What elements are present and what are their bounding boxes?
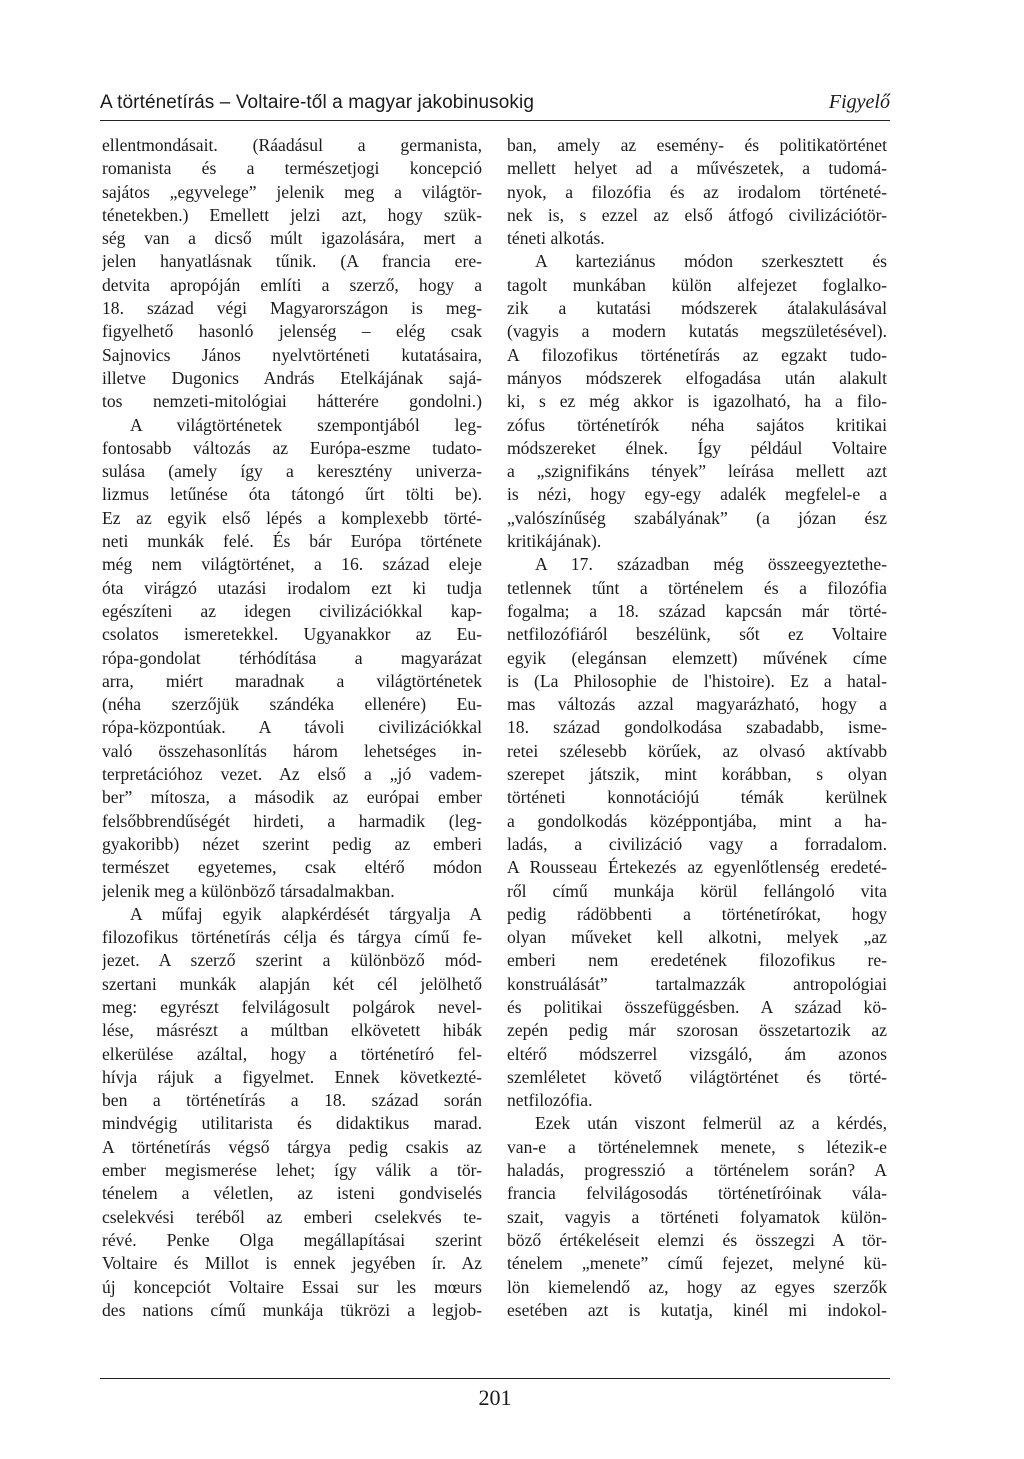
text-line: új koncepciót Voltaire Essai sur les mœurs	[102, 1276, 482, 1297]
text-line: tagolt munkában külön alfejezet foglalko-	[507, 274, 887, 295]
text-line: mindvégig utilitarista és didaktikus marad.	[102, 1113, 482, 1134]
text-line: A világtörténetek szempontjából leg-	[130, 414, 482, 435]
text-line: gyakoribb) nézet szerint pedig az emberi	[102, 833, 482, 854]
text-line: ber” mítosza, a második az európai ember	[102, 787, 482, 808]
text-line: ben a történetírás a 18. század során	[102, 1090, 482, 1111]
header-title: A történetírás – Voltaire-től a magyar jakobinusokig	[100, 92, 534, 113]
text-line: haladás, progresszió a történelem során? A	[507, 1160, 887, 1181]
text-line: olyan műveket kell alkotni, melyek „az	[507, 927, 887, 948]
text-line: A Rousseau Értekezés az egyenlőtlenség eredeté-	[507, 857, 887, 878]
text-line: ki, s ez még akkor is igazolható, ha a filo-	[507, 391, 887, 412]
text-line: mányos módszerek elfogadása után alakult	[507, 367, 887, 388]
text-line: illetve Dugonics András Etelkájának sajá-	[102, 367, 482, 388]
text-line: tos nemzeti-mitológiai hátterére gondolni.)	[102, 391, 482, 412]
text-line: lizmus letűnése óta tátongó űrt tölti be).	[102, 484, 482, 505]
text-line: Ez az egyik első lépés a komplexebb törté-	[102, 507, 482, 528]
text-line: A karteziánus módon szerkesztett és	[535, 251, 887, 272]
text-line: francia felvilágosodás történetíróinak vála-	[507, 1183, 887, 1204]
text-line: szait, vagyis a történeti folyamatok külön-	[507, 1206, 887, 1227]
text-line: arra, miért maradnak a világtörténetek	[102, 670, 482, 691]
text-line: rópa-központúak. A távoli civilizációkkal	[102, 717, 482, 738]
text-line: ről című munkája körül fellángoló vita	[507, 880, 887, 901]
header-section: Figyelő	[828, 91, 890, 113]
text-line: terpretációhoz vezet. Az első a „jó vadem-	[102, 764, 482, 785]
text-line: felsőbbrendűségét hirdeti, a harmadik (leg-	[102, 810, 482, 831]
text-line: mas változás azzal magyarázható, hogy a	[507, 694, 887, 715]
text-line: netfilozófiáról beszélünk, sőt ez Voltaire	[507, 624, 887, 645]
text-line: (néha szerzőjük szándéka ellenére) Eu-	[102, 694, 482, 715]
text-line: Voltaire és Millot is ennek jegyében ír. Az	[102, 1253, 482, 1274]
text-line: filozofikus történetírás célja és tárgya című fe-	[102, 927, 482, 948]
text-line: szertani munkák alapján két cél jelölhető	[102, 973, 482, 994]
text-line: 18. század végi Magyarországon is meg-	[102, 298, 482, 319]
text-line: ség van a dicső múlt igazolására, mert a	[102, 228, 482, 249]
text-line: ban, amely az esemény- és politikatörténet	[507, 135, 887, 155]
text-line: sulása (amely így a keresztény univerza-	[102, 461, 482, 482]
text-line: elkerülése azáltal, hogy a történetíró fel-	[102, 1043, 482, 1064]
text-line: lése, másrészt a múltban elkövetett hibák	[102, 1020, 482, 1041]
text-line: révé. Penke Olga megállapításai szerint	[102, 1229, 482, 1250]
text-line: jelen hanyatlásnak tűnik. (A francia ere-	[102, 251, 482, 272]
text-line: fontosabb változás az Európa-eszme tudato-	[102, 437, 482, 458]
text-line: a gondolkodás középpontjába, mint a ha-	[507, 810, 887, 831]
text-line: történeti konnotációjú témák kerülnek	[507, 787, 887, 808]
text-line: van-e a történelemnek menete, s létezik-e	[507, 1136, 887, 1157]
text-line: netfilozófia.	[507, 1090, 593, 1111]
text-line: figyelhető hasonló jelenség – elég csak	[102, 321, 482, 342]
text-line: a „szignifikáns tények” leírása mellett azt	[507, 461, 887, 482]
text-line: szerepet játszik, mint korábban, s olyan	[507, 764, 887, 785]
text-line: nyok, a filozófia és az irodalom történeté-	[507, 181, 887, 202]
text-line: A történetírás végső tárgya pedig csakis az	[102, 1136, 482, 1157]
text-line: zik a kutatási módszerek átalakulásával	[507, 298, 887, 319]
text-line: (vagyis a modern kutatás megszületésével).	[507, 321, 887, 342]
text-line: módszereket élnek. Így például Voltaire	[507, 437, 887, 458]
text-line: zepén pedig már szorosan összetartozik az	[507, 1020, 887, 1041]
text-line: sajátos „egyvelege” jelenik meg a világtör-	[102, 181, 482, 202]
text-line: hívja rájuk a figyelmet. Ennek következté-	[102, 1066, 482, 1087]
text-line: ladás, a civilizáció vagy a forradalom.	[507, 833, 887, 854]
text-line: egyik (elegánsan elemzett) művének címe	[507, 647, 887, 668]
text-line: jezet. A szerző szerint a különböző mód-	[102, 950, 482, 971]
text-line: konstruálását” tartalmazzák antropológiai	[507, 973, 887, 994]
text-line: lön kiemelendő az, hogy az egyes szerzők	[507, 1276, 887, 1297]
text-line: romanista és a természetjogi koncepció	[102, 158, 482, 179]
text-line: nek is, s ezzel az első átfogó civilizációtör-	[507, 204, 887, 225]
text-line: des nations című munkája tükrözi a legjob-	[102, 1299, 482, 1320]
text-line: eltérő módszerrel vizsgáló, ám azonos	[507, 1043, 887, 1064]
text-line: is (La Philosophie de l'histoire). Ez a hatal-	[507, 670, 887, 691]
text-line: mellett helyet ad a művészetek, a tudomá-	[507, 158, 887, 179]
text-line: retei szélesebb körűek, az olvasó aktívabb	[507, 740, 887, 761]
text-line: zófus történetírók néha sajátos kritikai	[507, 414, 887, 435]
text-line: rópa-gondolat térhódítása a magyarázat	[102, 647, 482, 668]
text-line: ténetekben.) Emellett jelzi azt, hogy szük-	[102, 204, 482, 225]
text-line: egészíteni az idegen civilizációkkal kap-	[102, 600, 482, 621]
text-line: Sajnovics János nyelvtörténeti kutatásaira,	[102, 344, 482, 365]
text-line: Ezek után viszont felmerül az a kérdés,	[535, 1113, 887, 1134]
text-line: esetében azt is kutatja, kinél mi indokol-	[507, 1299, 887, 1320]
footer-rule	[100, 1378, 890, 1379]
text-line: detvita apropóján említi a szerző, hogy a	[102, 274, 482, 295]
text-line: cselekvési teréből az emberi cselekvés te-	[102, 1206, 482, 1227]
page-number: 201	[478, 1385, 512, 1410]
text-line: ténelem a véletlen, az isteni gondviselés	[102, 1183, 482, 1204]
right-column	[507, 134, 887, 1322]
text-line: ellentmondásait. (Ráadásul a germanista,	[102, 135, 482, 155]
text-line: meg: egyrészt felvilágosult polgárok nevel-	[102, 996, 482, 1017]
text-line: téneti alkotás.	[507, 228, 605, 249]
text-line: böző értékeléseit elemzi és összegzi A tör-	[507, 1229, 887, 1250]
text-line: még nem világtörténet, a 16. század eleje	[102, 554, 482, 575]
running-header	[100, 86, 890, 121]
text-line: emberi nem eredetének filozofikus re-	[507, 950, 887, 971]
text-line: A filozofikus történetírás az egzakt tudo-	[507, 344, 887, 365]
text-line: kritikájának).	[507, 531, 602, 552]
text-line: ember megismerése lehet; így válik a tör-	[102, 1160, 482, 1181]
text-line: is nézi, hogy egy-egy adalék megfelel-e a	[507, 484, 887, 505]
text-line: A 17. században még összeegyeztethe-	[535, 554, 887, 575]
text-line: természet egyetemes, csak eltérő módon	[102, 857, 482, 878]
text-line: óta virágzó utazási irodalom ezt ki tudja	[102, 577, 482, 598]
text-line: csolatos ismeretekkel. Ugyanakkor az Eu-	[102, 624, 482, 645]
text-line: és politikai összefüggésben. A század kö-	[507, 996, 887, 1017]
text-line: fogalma; a 18. század kapcsán már törté-	[507, 600, 887, 621]
text-line: neti munkák felé. És bár Európa története	[102, 531, 482, 552]
text-line: A műfaj egyik alapkérdését tárgyalja A	[130, 903, 482, 924]
left-column	[102, 134, 482, 1322]
text-line: szemléletet követő világtörténet és törté-	[507, 1066, 887, 1087]
text-line: tetlennek tűnt a történelem és a filozófia	[507, 577, 887, 598]
text-line: „valószínűség szabályának” (a józan ész	[507, 507, 887, 528]
text-line: 18. század gondolkodása szabadabb, isme-	[507, 717, 887, 738]
text-line: ténelem „menete” című fejezet, melyné kü-	[507, 1253, 887, 1274]
text-line: jelenik meg a különböző társadalmakban.	[102, 880, 395, 901]
text-line: való összehasonlítás három lehetséges in-	[102, 740, 482, 761]
text-line: pedig rádöbbenti a történetírókat, hogy	[507, 903, 887, 924]
